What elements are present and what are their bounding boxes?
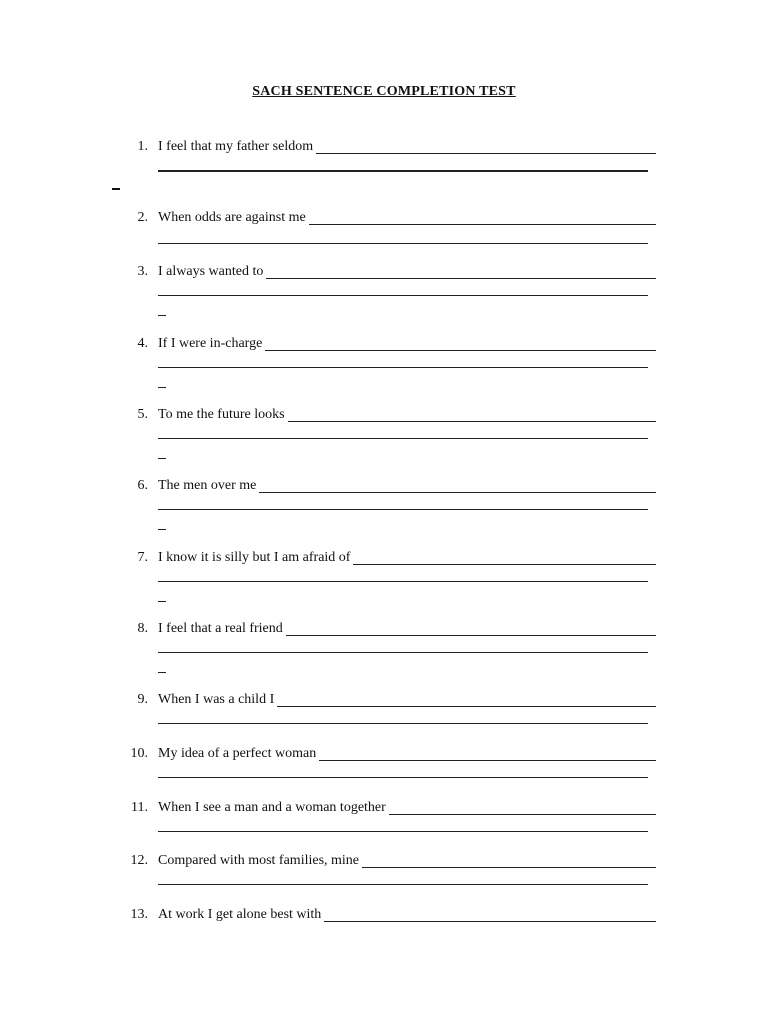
item-prompt: To me the future looks: [158, 406, 288, 424]
sentence-item-10: [120, 745, 656, 763]
item-number: 8.: [137, 621, 148, 636]
item-number: 1.: [137, 139, 148, 154]
item-prompt: I feel that my father seldom: [158, 138, 316, 156]
sentence-item-3: [120, 263, 656, 281]
item-number: 4.: [137, 336, 148, 351]
sentence-item-5: [120, 406, 656, 424]
trailing-dash: [158, 672, 166, 673]
item-number: 2.: [137, 210, 148, 225]
trailing-dash: [158, 315, 166, 316]
answer-line-continued[interactable]: [158, 777, 648, 778]
answer-line-continued[interactable]: [158, 367, 648, 368]
item-number: 12.: [130, 853, 148, 868]
answer-line-continued[interactable]: [158, 831, 648, 832]
answer-line-continued[interactable]: [158, 438, 648, 439]
sentence-item-7: [120, 549, 656, 567]
sentence-item-9: [120, 691, 656, 709]
page-title: SACH SENTENCE COMPLETION TEST: [252, 84, 516, 99]
stray-dash-mark: [112, 188, 120, 190]
trailing-dash: [158, 387, 166, 388]
item-prompt: The men over me: [158, 477, 259, 495]
item-prompt: At work I get alone best with: [158, 906, 324, 924]
item-number: 13.: [130, 907, 148, 922]
item-prompt: I know it is silly but I am afraid of: [158, 549, 353, 567]
sentence-item-6: [120, 477, 656, 495]
item-number: 7.: [137, 550, 148, 565]
item-prompt: I feel that a real friend: [158, 620, 286, 638]
sentence-item-12: [120, 852, 656, 870]
item-number: 10.: [130, 746, 148, 761]
sentence-item-1: [120, 138, 656, 156]
item-prompt: When odds are against me: [158, 209, 309, 227]
answer-line-continued[interactable]: [158, 295, 648, 296]
answer-line-continued[interactable]: [158, 243, 648, 244]
item-prompt: When I see a man and a woman together: [158, 799, 389, 817]
sentence-item-2: [120, 209, 656, 227]
item-number: 5.: [137, 407, 148, 422]
trailing-dash: [158, 458, 166, 459]
answer-line-continued[interactable]: [158, 509, 648, 510]
answer-line-continued[interactable]: [158, 884, 648, 885]
item-number: 6.: [137, 478, 148, 493]
answer-line-continued[interactable]: [158, 723, 648, 724]
item-number: 11.: [131, 800, 148, 815]
answer-line-continued[interactable]: [158, 652, 648, 653]
sentence-item-4: [120, 335, 656, 353]
item-prompt: I always wanted to: [158, 263, 266, 281]
answer-line-continued[interactable]: [158, 581, 648, 582]
item-prompt: My idea of a perfect woman: [158, 745, 319, 763]
trailing-dash: [158, 529, 166, 530]
trailing-dash: [158, 601, 166, 602]
item-prompt: When I was a child I: [158, 691, 277, 709]
sentence-item-8: [120, 620, 656, 638]
sentence-item-13: [120, 906, 656, 924]
item-prompt: Compared with most families, mine: [158, 852, 362, 870]
item-number: 3.: [137, 264, 148, 279]
answer-line-continued[interactable]: [158, 170, 648, 172]
sentence-item-11: [120, 799, 656, 817]
item-number: 9.: [137, 692, 148, 707]
item-prompt: If I were in-charge: [158, 335, 265, 353]
